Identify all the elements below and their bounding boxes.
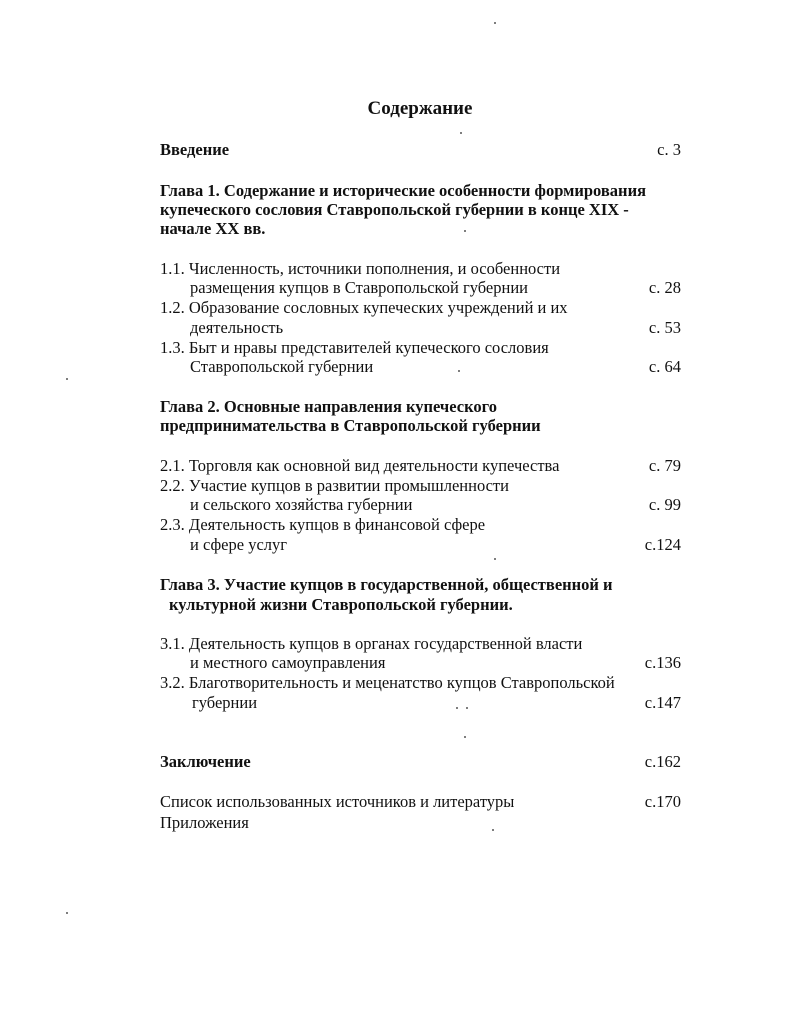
section-3-2-page-number: с.147 [644,693,681,712]
scan-speck [494,558,496,560]
section-1-1-line-1: 1.1. Численность, источники пополнения, и особенности [160,259,561,278]
section-2-1-page-number: с. 79 [648,456,681,475]
scan-speck [492,829,494,831]
section-2-1-line-1: 2.1. Торговля как основной вид деятельности купечества [160,456,560,475]
scan-speck [466,707,468,709]
scan-speck [66,912,68,914]
chapter3-heading-line-1: Глава 3. Участие купцов в государственной, общественной и [160,575,613,594]
section-3-1-line-1: 3.1. Деятельность купцов в органах государственной власти [160,634,583,653]
sources-label: Список использованных источников и литературы [160,792,515,811]
section-2-3-line-1: 2.3. Деятельность купцов в финансовой сфере [160,515,486,534]
section-1-1-line-2: размещения купцов в Ставропольской губернии [190,278,528,297]
section-1-3-line-1: 1.3. Быт и нравы представителей купеческого сословия [160,338,549,357]
sources-page-number: с.170 [644,792,681,811]
intro-label: Введение [160,140,230,159]
scan-speck [460,132,462,134]
section-2-2-line-1: 2.2. Участие купцов в развитии промышленности [160,476,509,495]
scan-speck [464,736,466,738]
section-1-3-line-2: Ставропольской губернии [190,357,374,376]
section-1-2-line-2: деятельность [190,318,284,337]
scan-speck [464,230,466,232]
chapter1-heading-line-1: Глава 1. Содержание и исторические особенности формирования [160,181,647,200]
scan-speck [66,378,68,380]
scan-speck [458,370,460,372]
conclusion-page-number: с.162 [644,752,681,771]
chapter2-heading-line-2: предпринимательства в Ставропольской губернии [160,416,541,435]
section-2-2-line-2: и сельского хозяйства губернии [190,495,413,514]
section-3-2-line-1: 3.2. Благотворительность и меценатство купцов Ставропольской [160,673,615,692]
section-2-3-line-2: и сфере услуг [190,535,288,554]
chapter2-heading-line-1: Глава 2. Основные направления купеческого [160,397,497,416]
chapter1-heading-line-2: купеческого сословия Ставропольской губернии в конце XIX - [160,200,629,219]
page-title: Содержание [367,98,473,119]
section-3-2-line-2: губернии [192,693,258,712]
section-2-2-page-number: с. 99 [648,495,681,514]
section-1-3-page-number: с. 64 [648,357,681,376]
appendix-label: Приложения [160,813,249,832]
scan-speck [456,707,458,709]
section-1-2-line-1: 1.2. Образование сословных купеческих учреждений и их [160,298,568,317]
conclusion-label: Заключение [160,752,251,771]
section-2-3-page-number: с.124 [644,535,681,554]
section-3-1-line-2: и местного самоуправления [190,653,386,672]
section-1-2-page-number: с. 53 [648,318,681,337]
section-1-1-page-number: с. 28 [648,278,681,297]
section-3-1-page-number: с.136 [644,653,681,672]
chapter3-heading-line-2: культурной жизни Ставропольской губернии. [169,595,513,614]
chapter1-heading-line-3: начале XX вв. [160,219,266,238]
scan-speck [494,22,496,24]
intro-page-number: с. 3 [657,140,681,159]
